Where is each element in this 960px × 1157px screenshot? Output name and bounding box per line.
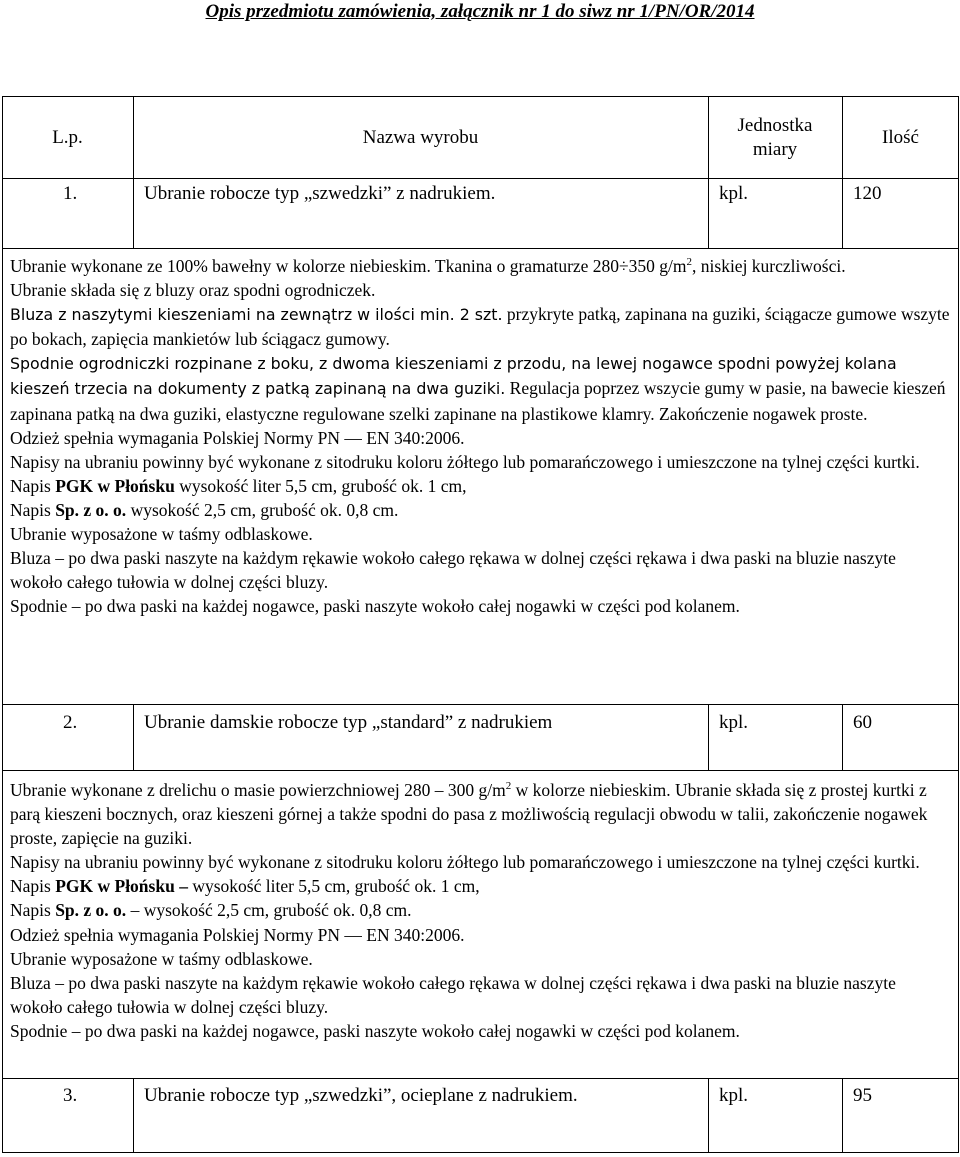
col-divider: [708, 1078, 709, 1153]
col-divider: [133, 704, 134, 770]
item-description: [10, 254, 950, 618]
header-unit: [708, 114, 842, 162]
item-unit: kpl.: [719, 1085, 749, 1106]
item-name: Ubranie damskie robocze typ „standard” z nadrukiem: [144, 712, 553, 733]
row-divider: [2, 1078, 959, 1079]
col-divider: [842, 96, 843, 248]
desc-paragraph: Napis PGK w Płońsku wysokość liter 5,5 cm, grubość ok. 1 cm,: [10, 475, 467, 496]
row-divider: [2, 770, 959, 771]
row-divider: [2, 248, 959, 249]
row-divider: [2, 704, 959, 705]
col-divider: [842, 1078, 843, 1153]
item-name: Ubranie robocze typ „szwedzki”, ocieplane z nadrukiem.: [144, 1085, 578, 1106]
item-lp: 2.: [63, 712, 78, 733]
desc-paragraph: Napis PGK w Płońsku – wysokość liter 5,5 cm, grubość ok. 1 cm,: [10, 876, 480, 897]
desc-paragraph: Bluza – po dwa paski naszyte na każdym rękawie wokoło całego rękawa w dolnej części rękawa i dwa paski na bluzie naszyte wokoło całego tułowia w dolnej części bluzy.: [10, 972, 896, 1017]
desc-paragraph: Napisy na ubraniu powinny być wykonane z sitodruku koloru żółtego lub pomarańczowego i umieszczone na tylnej części kurtki.: [10, 451, 920, 472]
header-unit-line1: Jednostka: [737, 115, 813, 136]
desc-paragraph: Napis Sp. z o. o. – wysokość 2,5 cm, grubość ok. 0,8 cm.: [10, 900, 412, 921]
header-qty: Ilość: [882, 127, 919, 148]
desc-paragraph: Napis Sp. z o. o. wysokość 2,5 cm, grubość ok. 0,8 cm.: [10, 499, 399, 520]
item-unit: kpl.: [719, 183, 749, 204]
header-unit-line2: miary: [752, 139, 798, 160]
col-divider: [133, 1078, 134, 1153]
item-qty: 120: [853, 183, 882, 204]
header-lp: L.p.: [52, 127, 83, 148]
item-qty: 60: [853, 712, 872, 733]
desc-paragraph: Spodnie – po dwa paski na każdej nogawce, paski naszyte wokoło całej nogawki w części pod kolanem.: [10, 596, 740, 617]
desc-paragraph: Ubranie wykonane ze 100% bawełny w kolorze niebieskim. Tkanina o gramaturze 280÷350 $g/m^2$, niskiej kurczliwości.: [10, 256, 846, 276]
desc-paragraph: Ubranie wyposażone w taśmy odblaskowe.: [10, 524, 313, 545]
document-title: Opis przedmiotu zamówienia, załącznik nr 1 do siwz nr 1/PN/OR/2014: [205, 1, 755, 22]
item-lp: 3.: [63, 1085, 78, 1106]
col-divider: [842, 704, 843, 770]
col-divider: [133, 96, 134, 248]
desc-paragraph: Spodnie ogrodniczki rozpinane z boku, z dwoma kieszeniami z przodu, na lewej nogawce spodni powyżej kolana kieszeń trzecia na dokumenty z patką zapinaną na dwa guziki. Regulacja poprzez wszycie gumy w pasie, na bawecie kieszeń zapinana patką na dwa guziki, elastyczne regulowane szelki zapinane na plastikowe klamry. Zakończenie nogawek proste.: [10, 354, 946, 424]
item-unit: kpl.: [719, 712, 749, 733]
item-description: [10, 778, 950, 1043]
desc-paragraph: Bluza – po dwa paski naszyte na każdym rękawie wokoło całego rękawa w dolnej części rękawa i dwa paski na bluzie naszyte wokoło całego tułowia w dolnej części bluzy.: [10, 548, 896, 593]
desc-paragraph: Napisy na ubraniu powinny być wykonane z sitodruku koloru żółtego lub pomarańczowego i umieszczone na tylnej części kurtki.: [10, 852, 920, 873]
desc-paragraph: Spodnie – po dwa paski na każdej nogawce, paski naszyte wokoło całej nogawki w części pod kolanem.: [10, 1020, 740, 1041]
desc-paragraph: Odzież spełnia wymagania Polskiej Normy PN — EN 340:2006.: [10, 924, 465, 945]
desc-paragraph: Odzież spełnia wymagania Polskiej Normy PN — EN 340:2006.: [10, 427, 465, 448]
col-divider: [708, 704, 709, 770]
header-name: Nazwa wyrobu: [362, 127, 479, 148]
item-name: Ubranie robocze typ „szwedzki” z nadrukiem.: [144, 183, 496, 204]
desc-paragraph: Ubranie wykonane z drelichu o masie powierzchniowej 280 – 300 $g/m^2$ w kolorze niebieskim. Ubranie składa się z prostej kurtki z parą kieszeni bocznych, oraz kieszeni górnej a także spodni do pasa z możliwością regulacji obwodu w talii, zakończenie nogawek proste, zapięcie na guziki.: [10, 780, 928, 849]
item-qty: 95: [853, 1085, 872, 1106]
desc-paragraph: Bluza z naszytymi kieszeniami na zewnątrz w ilości min. 2 szt. przykryte patką, zapinana na guziki, ściągacze gumowe wszyte po bokach, zapięcia mankietów lub ściągacz gumowy.: [10, 304, 950, 350]
item-lp: 1.: [63, 183, 78, 204]
row-divider: [2, 178, 959, 179]
desc-paragraph: Ubranie składa się z bluzy oraz spodni ogrodniczek.: [10, 280, 376, 301]
desc-paragraph: Ubranie wyposażone w taśmy odblaskowe.: [10, 948, 313, 969]
